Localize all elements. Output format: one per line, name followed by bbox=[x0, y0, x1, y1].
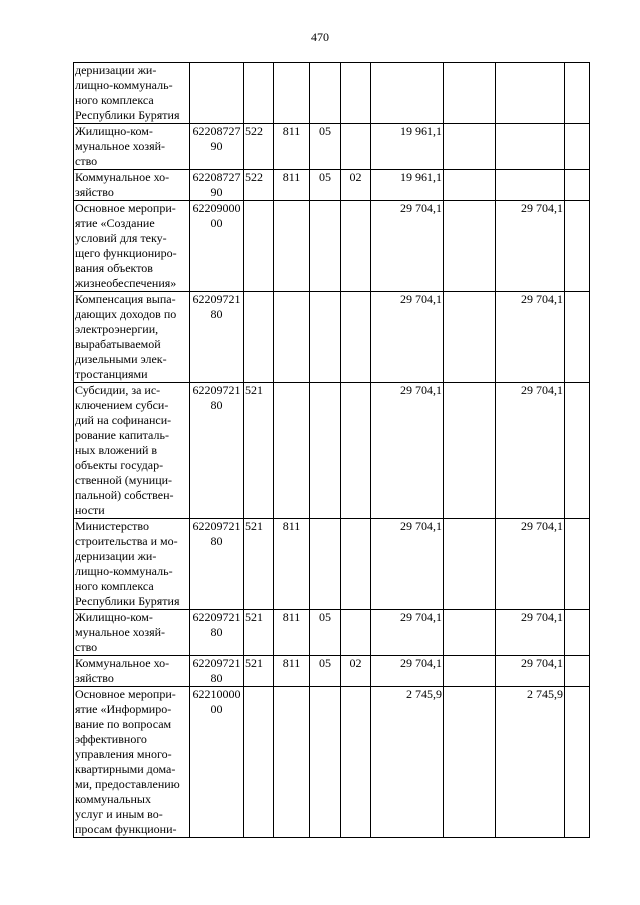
table-row bbox=[74, 519, 590, 610]
amount-cell-2 bbox=[444, 610, 496, 656]
table-body bbox=[74, 63, 590, 838]
amount-cell bbox=[371, 63, 444, 124]
row-name-cell: Коммунальное хо- зяйство bbox=[74, 170, 190, 201]
row-name-cell: Основное меропри- ятие «Создание условий для теку- щего функциониро- вания объектов жизнеобеспечения» bbox=[74, 201, 190, 292]
subsection-code-cell bbox=[341, 201, 371, 292]
section-code-cell: 05 bbox=[310, 124, 341, 170]
expense-type-cell: 522 bbox=[244, 170, 274, 201]
expense-type-cell: 521 bbox=[244, 656, 274, 687]
amount-cell-2 bbox=[444, 656, 496, 687]
amount-cell: 29 704,1 bbox=[371, 519, 444, 610]
section-code-cell bbox=[310, 63, 341, 124]
page-number: 470 bbox=[311, 30, 329, 44]
section-code-cell bbox=[310, 519, 341, 610]
target-article-code-cell: 62209721 80 bbox=[190, 656, 244, 687]
amount-cell-3: 29 704,1 bbox=[496, 201, 565, 292]
extra-cell bbox=[565, 170, 590, 201]
extra-cell bbox=[565, 63, 590, 124]
amount-cell-3: 29 704,1 bbox=[496, 292, 565, 383]
amount-cell: 2 745,9 bbox=[371, 687, 444, 838]
section-code-cell bbox=[310, 201, 341, 292]
amount-cell-2 bbox=[444, 63, 496, 124]
row-name-cell: Субсидии, за ис- ключением субси- дий на софинанси- рование капиталь- ных вложений в объекты государ- ственной (муници- пальной) собствен- ности bbox=[74, 383, 190, 519]
amount-cell-2 bbox=[444, 519, 496, 610]
section-code-cell: 05 bbox=[310, 656, 341, 687]
row-name-cell: Жилищно-ком- мунальное хозяй- ство bbox=[74, 610, 190, 656]
expense-type-cell: 521 bbox=[244, 383, 274, 519]
ministry-code-cell: 811 bbox=[274, 170, 310, 201]
subsection-code-cell: 02 bbox=[341, 170, 371, 201]
subsection-code-cell bbox=[341, 383, 371, 519]
subsection-code-cell bbox=[341, 124, 371, 170]
amount-cell-2 bbox=[444, 292, 496, 383]
table-row bbox=[74, 124, 590, 170]
ministry-code-cell: 811 bbox=[274, 656, 310, 687]
amount-cell-3 bbox=[496, 170, 565, 201]
ministry-code-cell bbox=[274, 687, 310, 838]
expense-type-cell bbox=[244, 292, 274, 383]
table-row bbox=[74, 383, 590, 519]
section-code-cell: 05 bbox=[310, 610, 341, 656]
section-code-cell: 05 bbox=[310, 170, 341, 201]
subsection-code-cell bbox=[341, 519, 371, 610]
section-code-cell bbox=[310, 687, 341, 838]
amount-cell: 29 704,1 bbox=[371, 656, 444, 687]
target-article-code-cell: 62209000 00 bbox=[190, 201, 244, 292]
amount-cell-2 bbox=[444, 383, 496, 519]
subsection-code-cell bbox=[341, 687, 371, 838]
amount-cell: 19 961,1 bbox=[371, 170, 444, 201]
ministry-code-cell: 811 bbox=[274, 519, 310, 610]
extra-cell bbox=[565, 687, 590, 838]
expense-type-cell bbox=[244, 687, 274, 838]
ministry-code-cell bbox=[274, 201, 310, 292]
target-article-code-cell: 62209721 80 bbox=[190, 610, 244, 656]
ministry-code-cell: 811 bbox=[274, 124, 310, 170]
amount-cell-2 bbox=[444, 201, 496, 292]
row-name-cell: Основное меропри- ятие «Информиро- вание по вопросам эффективного управления много- квартирными дома- ми, предоставлению коммунальных услуг и иным во- просам функциони- bbox=[74, 687, 190, 838]
extra-cell bbox=[565, 656, 590, 687]
table-row bbox=[74, 656, 590, 687]
extra-cell bbox=[565, 383, 590, 519]
extra-cell bbox=[565, 519, 590, 610]
extra-cell bbox=[565, 610, 590, 656]
target-article-code-cell: 62210000 00 bbox=[190, 687, 244, 838]
table-row bbox=[74, 63, 590, 124]
section-code-cell bbox=[310, 292, 341, 383]
amount-cell: 29 704,1 bbox=[371, 292, 444, 383]
row-name-cell: Жилищно-ком- мунальное хозяй- ство bbox=[74, 124, 190, 170]
row-name-cell: дернизации жи- лищно-коммуналь- ного комплекса Республики Бурятия bbox=[74, 63, 190, 124]
target-article-code-cell: 62208727 90 bbox=[190, 124, 244, 170]
ministry-code-cell bbox=[274, 63, 310, 124]
section-code-cell bbox=[310, 383, 341, 519]
target-article-code-cell bbox=[190, 63, 244, 124]
row-name-cell: Компенсация выпа- дающих доходов по электроэнергии, вырабатываемой дизельными элек- тростанциями bbox=[74, 292, 190, 383]
subsection-code-cell bbox=[341, 63, 371, 124]
expense-type-cell: 522 bbox=[244, 124, 274, 170]
expense-type-cell bbox=[244, 63, 274, 124]
amount-cell: 29 704,1 bbox=[371, 383, 444, 519]
amount-cell-3: 2 745,9 bbox=[496, 687, 565, 838]
target-article-code-cell: 62209721 80 bbox=[190, 292, 244, 383]
extra-cell bbox=[565, 124, 590, 170]
ministry-code-cell bbox=[274, 292, 310, 383]
amount-cell: 29 704,1 bbox=[371, 201, 444, 292]
table-row bbox=[74, 170, 590, 201]
table-row bbox=[74, 610, 590, 656]
expense-type-cell: 521 bbox=[244, 610, 274, 656]
amount-cell: 19 961,1 bbox=[371, 124, 444, 170]
amount-cell-2 bbox=[444, 687, 496, 838]
row-name-cell: Коммунальное хо- зяйство bbox=[74, 656, 190, 687]
amount-cell-2 bbox=[444, 124, 496, 170]
subsection-code-cell bbox=[341, 292, 371, 383]
ministry-code-cell: 811 bbox=[274, 610, 310, 656]
subsection-code-cell bbox=[341, 610, 371, 656]
expense-type-cell bbox=[244, 201, 274, 292]
budget-table bbox=[73, 62, 590, 838]
ministry-code-cell bbox=[274, 383, 310, 519]
extra-cell bbox=[565, 201, 590, 292]
amount-cell-3: 29 704,1 bbox=[496, 610, 565, 656]
table-row bbox=[74, 687, 590, 838]
target-article-code-cell: 62208727 90 bbox=[190, 170, 244, 201]
expense-type-cell: 521 bbox=[244, 519, 274, 610]
amount-cell-3: 29 704,1 bbox=[496, 656, 565, 687]
table-row bbox=[74, 292, 590, 383]
extra-cell bbox=[565, 292, 590, 383]
amount-cell-3: 29 704,1 bbox=[496, 383, 565, 519]
amount-cell-3: 29 704,1 bbox=[496, 519, 565, 610]
amount-cell-3 bbox=[496, 63, 565, 124]
target-article-code-cell: 62209721 80 bbox=[190, 519, 244, 610]
target-article-code-cell: 62209721 80 bbox=[190, 383, 244, 519]
amount-cell: 29 704,1 bbox=[371, 610, 444, 656]
amount-cell-2 bbox=[444, 170, 496, 201]
amount-cell-3 bbox=[496, 124, 565, 170]
table-row bbox=[74, 201, 590, 292]
row-name-cell: Министерство строительства и мо- дернизации жи- лищно-коммуналь- ного комплекса Республики Бурятия bbox=[74, 519, 190, 610]
subsection-code-cell: 02 bbox=[341, 656, 371, 687]
